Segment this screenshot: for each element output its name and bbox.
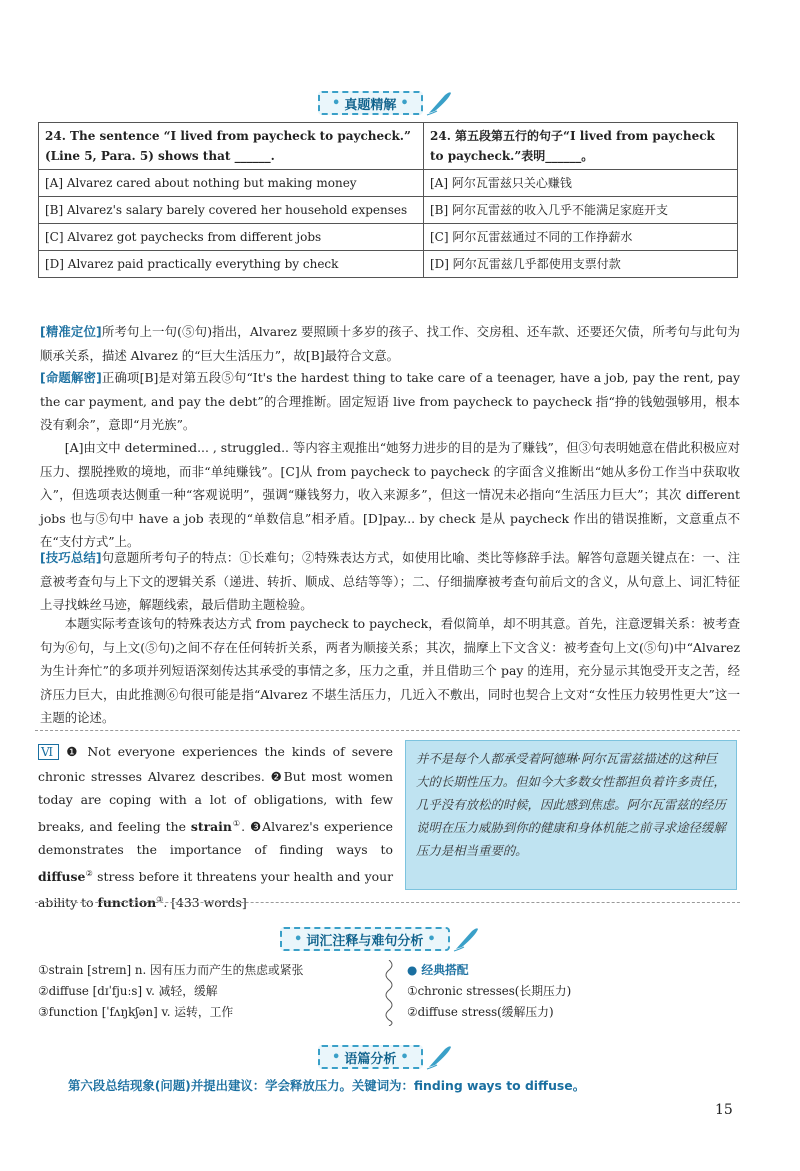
- tag-decode: [命题解密]: [40, 370, 102, 385]
- explanation-tips: [40, 546, 740, 617]
- sentence-2: ❷But most women today are coping with a lot of obligations, with few breaks, and feeling the: [38, 768, 393, 834]
- sentence-1: ❶ Not everyone experiences the kinds of severe chronic stresses Alvarez describes.: [38, 744, 393, 784]
- paragraph-number: Ⅵ: [38, 744, 59, 760]
- banner-title: 语篇分析: [344, 1051, 397, 1067]
- tag-locate: [精准定位]: [40, 324, 102, 339]
- option-b-cn: [B] 阿尔瓦雷兹的收入几乎不能满足家庭开支: [424, 197, 738, 224]
- collocation-item: ①chronic stresses(长期压力): [407, 984, 572, 998]
- option-d-cn: [D] 阿尔瓦雷兹几乎都使用支票付款: [424, 251, 738, 278]
- divider: [35, 902, 740, 903]
- collocation-item: ②diffuse stress(缓解压力): [407, 1005, 554, 1019]
- text-tips: 句意题所考句子的特点：①长难句；②特殊表达方式，如使用比喻、类比等修辞手法。解答句意题关键点在：一、注意被考查句与上下文的逻辑关系（递进、转折、顺成、总结等等）；二、仔细揣摩被考查句前后文的含义，从句意上、词汇特征上寻找蛛丝马迹，解题线索，最后借助主题检验。: [40, 550, 740, 612]
- explanation-analysis: 本题实际考查该句的特殊表达方式 from paycheck to paycheck，看似简单，却不明其意。首先，注意逻辑关系：被考查句为⑥句，与上文(⑤句)之间不存在任何转折关系，两者为顺接关系；其次，揣摩上下文含义：被考查句上文(⑤句)中“Alvarez 为生计奔忙”的多项并列短语深刻传达其承受的事情之多，压力之重，并且借助三个 pay 的连用，充分显示其饱受开支之苦，经济压力巨大，由此推测⑥句很可能是指“Alvarez 不堪生活压力，几近入不敷出，同时也契合上文对“女性压力较男性更大”这一主题的论述。: [40, 616, 740, 725]
- vocab-item: ③function [ˈfʌŋkʃən] v. 运转，工作: [38, 1005, 234, 1019]
- option-c-en: [C] Alvarez got paychecks from different jobs: [39, 224, 424, 251]
- vocab-list: [38, 960, 303, 1023]
- section-banner-vocab: • 词汇注释与难句分析 •: [280, 928, 480, 950]
- collocation-title: ● 经典搭配: [407, 963, 469, 977]
- page-number: 15: [715, 1102, 733, 1118]
- collocation-list: [407, 960, 571, 1023]
- sentence-3b: stress before it threatens your health and your ability to: [38, 868, 393, 911]
- option-a-cn: [A] 阿尔瓦雷兹只关心赚钱: [424, 170, 738, 197]
- explanation-locate: [40, 320, 740, 367]
- explanation-distractors: [A]由文中 determined... , struggled.. 等内容主观推出“她努力进步的目的是为了赚钱”，但③句表明她意在借此积极应对压力、摆脱挫败的境地，而非“单纯赚钱”。[C]从 from paycheck to paycheck 的字面含义推断出“她从多份工作当中获取收入”，但选项表达侧重一种“客观说明”，强调“赚钱努力，收入来源多”，但这一情况未必指向“生活压力巨大”；其次 different jobs 也与⑤句中 have a job 表现的“单数信息”相矛盾。[D]pay... by check 是从 paycheck 作出的错误推断，文意重点不在“支付方式”上。: [40, 440, 740, 549]
- option-a-en: [A] Alvarez cared about nothing but making money: [39, 170, 424, 197]
- vocab-word-function: function: [97, 895, 157, 911]
- quill-icon: [425, 89, 453, 117]
- tag-tips: [技巧总结]: [40, 550, 102, 565]
- banner-title: 真题精解: [344, 97, 397, 113]
- explanation-decode: [40, 366, 740, 437]
- question-table: [38, 122, 738, 278]
- question-cn: 24. 第五段第五行的句子“I lived from paycheck to paycheck.”表明______。: [424, 123, 738, 170]
- word-count: . [433 words]: [163, 895, 247, 911]
- divider: [35, 730, 740, 731]
- english-paragraph: Ⅵ ❶ Not everyone experiences the kinds of severe chronic stresses Alvarez describes. ❷But most women today are coping with a lot of obligations, with few breaks, and feeling the strain①. ❸Alvarez's experience demonstrates the importance of finding ways to diffuse② stress before it threatens your health and your ability to function③. [433 words]: [38, 744, 393, 911]
- quill-icon: [452, 925, 480, 953]
- section-banner-discourse: • 语篇分析 •: [318, 1046, 453, 1068]
- quill-icon: [425, 1043, 453, 1071]
- text-locate: 所考句上一句(⑤句)指出，Alvarez 要照顾十多岁的孩子、找工作、交房租、还车款、还要还欠债，所考句与此句为顺承关系，描述 Alvarez 的“巨大生活压力”，故[B]最符合文意。: [40, 324, 740, 363]
- question-en: 24. The sentence “I lived from paycheck to paycheck.” (Line 5, Para. 5) shows that ______.: [39, 123, 424, 170]
- option-b-en: [B] Alvarez's salary barely covered her household expenses: [39, 197, 424, 224]
- discourse-summary: 第六段总结现象(问题)并提出建议：学会释放压力。关键词为：finding ways to diffuse。: [68, 1078, 586, 1093]
- vocab-word-diffuse: diffuse: [38, 868, 86, 884]
- vocab-word-strain: strain: [190, 818, 232, 834]
- banner-title: 词汇注释与难句分析: [306, 933, 424, 949]
- section-banner-answers: • 真题精解 •: [318, 92, 453, 114]
- sentence-3: . ❸Alvarez's experience demonstrates the importance of finding ways to: [38, 818, 393, 858]
- vocab-item: ②diffuse [dɪˈfjuːs] v. 减轻，缓解: [38, 984, 218, 998]
- translation-box: 并不是每个人都承受着阿德琳·阿尔瓦雷兹描述的这种巨大的长期性压力。但如今大多数女性都担负着许多责任，几乎没有放松的时候，因此感到焦虑。阿尔瓦雷兹的经历说明在压力威胁到你的健康和身体机能之前寻求途径缓解压力是相当重要的。: [405, 740, 737, 890]
- option-d-en: [D] Alvarez paid practically everything by check: [39, 251, 424, 278]
- vocab-item: ①strain [streɪn] n. 因有压力而产生的焦虑或紧张: [38, 963, 304, 977]
- text-decode: 正确项[B]是对第五段⑤句“It's the hardest thing to take care of a teenager, have a job, pay the rent, pay the car payment, and pay the debt”的合理推断。固定短语 live from paycheck to paycheck 指“挣的钱勉强够用，根本没有剩余”，意即“月光族”。: [40, 370, 740, 432]
- option-c-cn: [C] 阿尔瓦雷兹通过不同的工作挣薪水: [424, 224, 738, 251]
- squiggle-divider: [383, 960, 395, 1026]
